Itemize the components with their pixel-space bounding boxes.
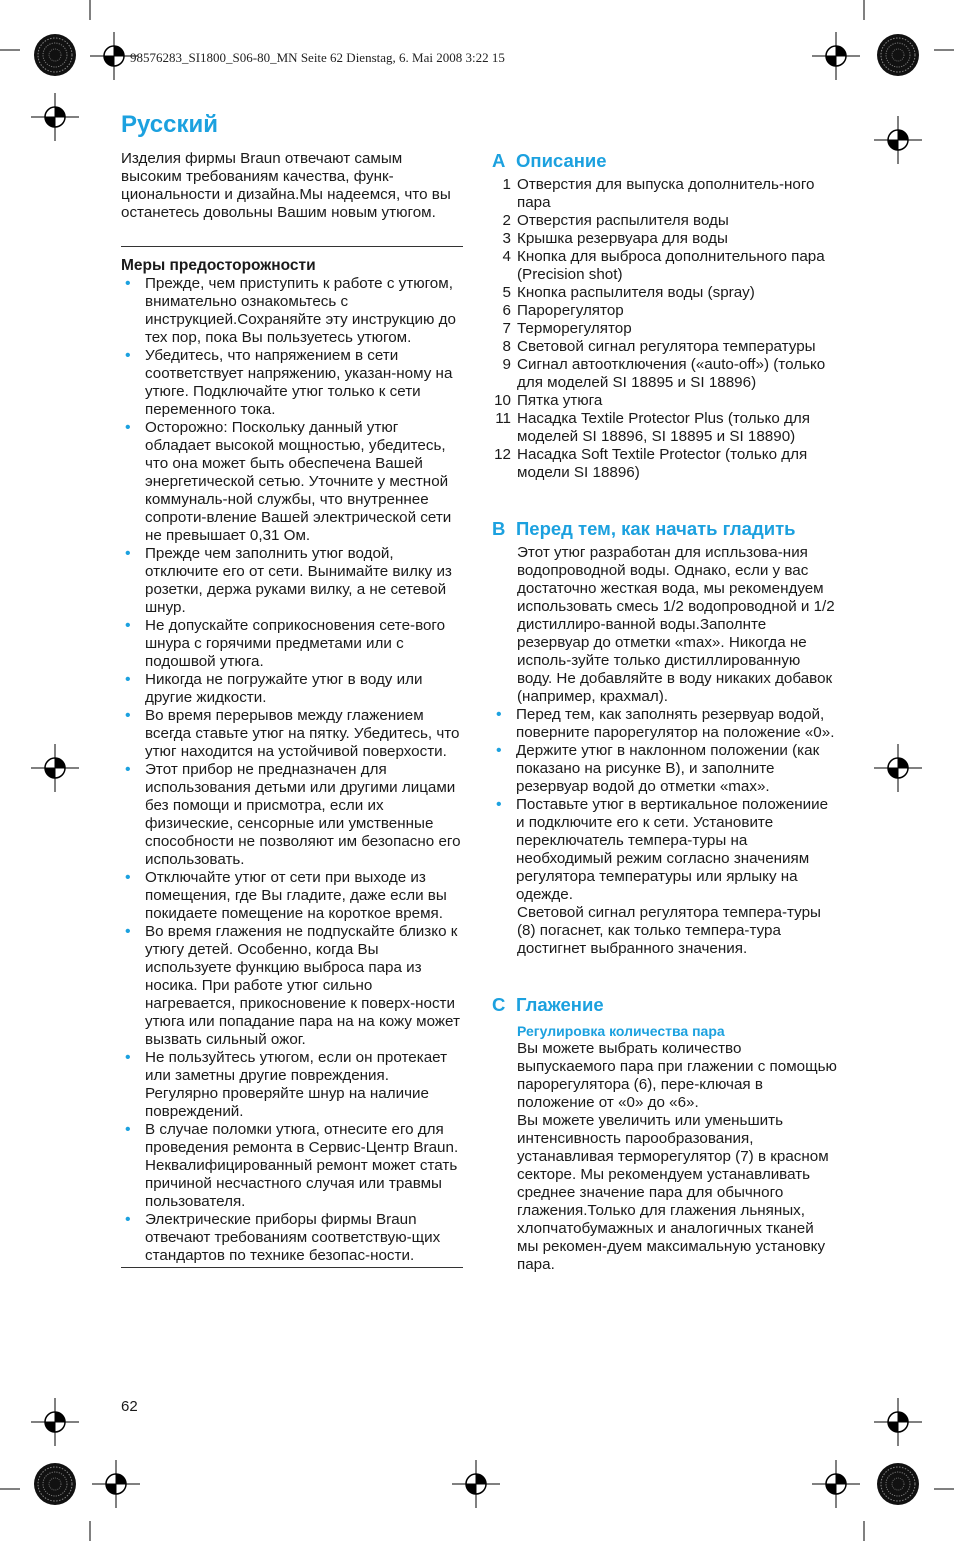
divider — [121, 246, 463, 247]
precautions-heading: Меры предосторожности — [121, 257, 316, 274]
list-item: • Не пользуйтесь утюгом, если он протекает или заметны другие повреждения. Регулярно проверяйте шнур на наличие повреждений. — [121, 1049, 463, 1121]
intro-paragraph: Изделия фирмы Braun отвечают самым высоким требованиям качества, функ-циональности и дизайна.Мы надеемся, что вы останетесь довольны Вашим новым утюгом. — [121, 150, 451, 221]
list-item: 7 Терморегулятор — [502, 320, 632, 337]
page-title: Русский — [121, 111, 218, 138]
list-item: • Электрические приборы фирмы Braun отвечают требованиям соответствую-щих стандартов по технике безопас-ности. — [121, 1211, 463, 1265]
precautions-list — [121, 275, 463, 1265]
print-header: 98576283_SI1800_S06-80_MN Seite 62 Dienstag, 6. Mai 2008 3:22 15 — [130, 50, 505, 65]
section-c-paragraph: Вы можете увеличить или уменьшить интенсивность парообразования, устанавливая терморегулятор (7) в красном секторе. Мы рекомендуем устанавливать среднее значение пара для обычного глажения.Только для глажения льняных, хлопчатобумажных и аналогичных тканей мы рекомен-дуем максимальную установку пара. — [517, 1112, 829, 1273]
section-c-heading: C Глажение — [492, 994, 604, 1015]
section-c-subheading: Регулировка количества пара — [517, 1023, 725, 1039]
section-c-paragraph: Вы можете выбрать количество выпускаемого пара при глажении с помощью парорегулятора (6), пере-ключая в положение от «0» до «6». — [517, 1040, 837, 1111]
section-b-intro: Этот утюг разработан для испльзова-ния водопроводной воды. Однако, если у вас достаточно жесткая вода, мы рекомендуем использовать смесь 1/2 водопроводной и 1/2 дистиллиро-ванной воды.Заполнте резервуар до отметки «max». Никогда не исполь-зуйте только дистиллированную воду. Не добавляйте в воду никаких добавок (например, крахмал). — [517, 544, 835, 705]
right-column — [492, 150, 837, 1274]
list-item: • Не допускайте соприкосновения сете-вого шнура с горячими предметами или с подошвой утюга. — [121, 617, 463, 671]
list-item: • В случае поломки утюга, отнесите его для проведения ремонта в Сервис-Центр Braun. Неквалифицированный ремонт может стать причиной несчастного случая или травмы пользователя. — [121, 1121, 463, 1211]
section-b-note: Световой сигнал регулятора темпера-туры (8) погаснет, как только темпера-тура достигнет выбранного значения. — [517, 904, 821, 957]
list-item: • Прежде чем заполнить утюг водой, отключите его от сети. Вынимайте вилку из розетки, держа руками вилку, а не сетевой шнур. — [121, 545, 463, 617]
list-item: • Держите утюг в наклонном положении (как показано на рисунке B), и заполните резервуар водой до отметки «max». — [492, 742, 837, 796]
list-item: 10 Пятка утюга — [494, 392, 603, 409]
list-item: • Этот прибор не предназначен для использования детьми или другими лицами без помощи и присмотра, если их физические, сенсорные или умственные способности не позволяют им безопасно его использовать. — [121, 761, 463, 869]
list-item: • Поставьте утюг в вертикальное положениие и подключите его к сети. Установите переключатель темпера-туры на необходимый режим согласно значениям регулятора температуры или ярлыку на одежде. — [492, 796, 837, 904]
list-item: 12 Насадка Soft Textile Protector (только для модели SI 18896) — [494, 446, 808, 481]
list-item: 6 Парорегулятор — [502, 302, 624, 319]
list-item: 2 Отверстия распылителя воды — [502, 212, 729, 229]
list-item: • Никогда не погружайте утюг в воду или другие жидкости. — [121, 671, 463, 707]
list-item: • Прежде, чем приступить к работе с утюгом, внимательно ознакомьтесь с инструкцией.Сохраняйте эту инструкцию до тех пор, пока Вы пользуетесь утюгом. — [121, 275, 463, 347]
list-item: 4 Кнопка для выброса дополнительного пара (Precision shot) — [502, 248, 825, 283]
section-b-heading: B Перед тем, как начать гладить — [492, 518, 796, 539]
list-item: • Во время глажения не подпускайте близко к утюгу детей. Особенно, когда Вы используете функцию выброса пара из носика. При работе утюг сильно нагревается, прикосновение к поверх-ности утюга или попадание пара на на кожу может вызвать сильный ожог. — [121, 923, 463, 1049]
list-item: • Осторожно: Поскольку данный утюг обладает высокой мощностью, убедитесь, что она может быть обеспечена Вашей энергетической сетью. Уточните у местной коммуналь-ной службы, что внутреннее сопроти-вление Вашей электрической сети не превышает 0,31 Ом. — [121, 419, 463, 545]
list-item: • Отключайте утюг от сети при выходе из помещения, где Вы гладите, даже если вы покидаете помещение на короткое время. — [121, 869, 463, 923]
list-item: 5 Кнопка распылителя воды (spray) — [502, 284, 755, 301]
list-item: • Убедитесь, что напряжением в сети соответствует напряжению, указан-ному на утюге. Подключайте утюг только к сети переменного тока. — [121, 347, 463, 419]
list-item: 3 Крышка резервуара для воды — [502, 230, 728, 247]
list-item: 8 Световой сигнал регулятора температуры — [502, 338, 816, 355]
divider — [121, 1267, 463, 1268]
list-item: 9 Сигнал автоотключения («auto-off») (только для моделей SI 18895 и SI 18896) — [502, 356, 826, 391]
section-b-list — [492, 706, 837, 904]
section-a-heading: A Описание — [492, 150, 607, 171]
list-item: • Перед тем, как заполнять резервуар водой, поверните парорегулятор на положение «0». — [492, 706, 837, 742]
page-number: 62 — [121, 1398, 138, 1415]
left-column — [121, 150, 463, 1268]
list-item: • Во время перерывов между глажением всегда ставьте утюг на пятку. Убедитесь, что утюг находится на устойчивой поверхости. — [121, 707, 463, 761]
parts-list — [492, 176, 837, 482]
list-item: 1 Отверстия для выпуска дополнитель-ного пара — [502, 176, 815, 211]
list-item: 11 Насадка Textile Protector Plus (только для моделей SI 18896, SI 18895 и SI 18890) — [495, 410, 810, 445]
